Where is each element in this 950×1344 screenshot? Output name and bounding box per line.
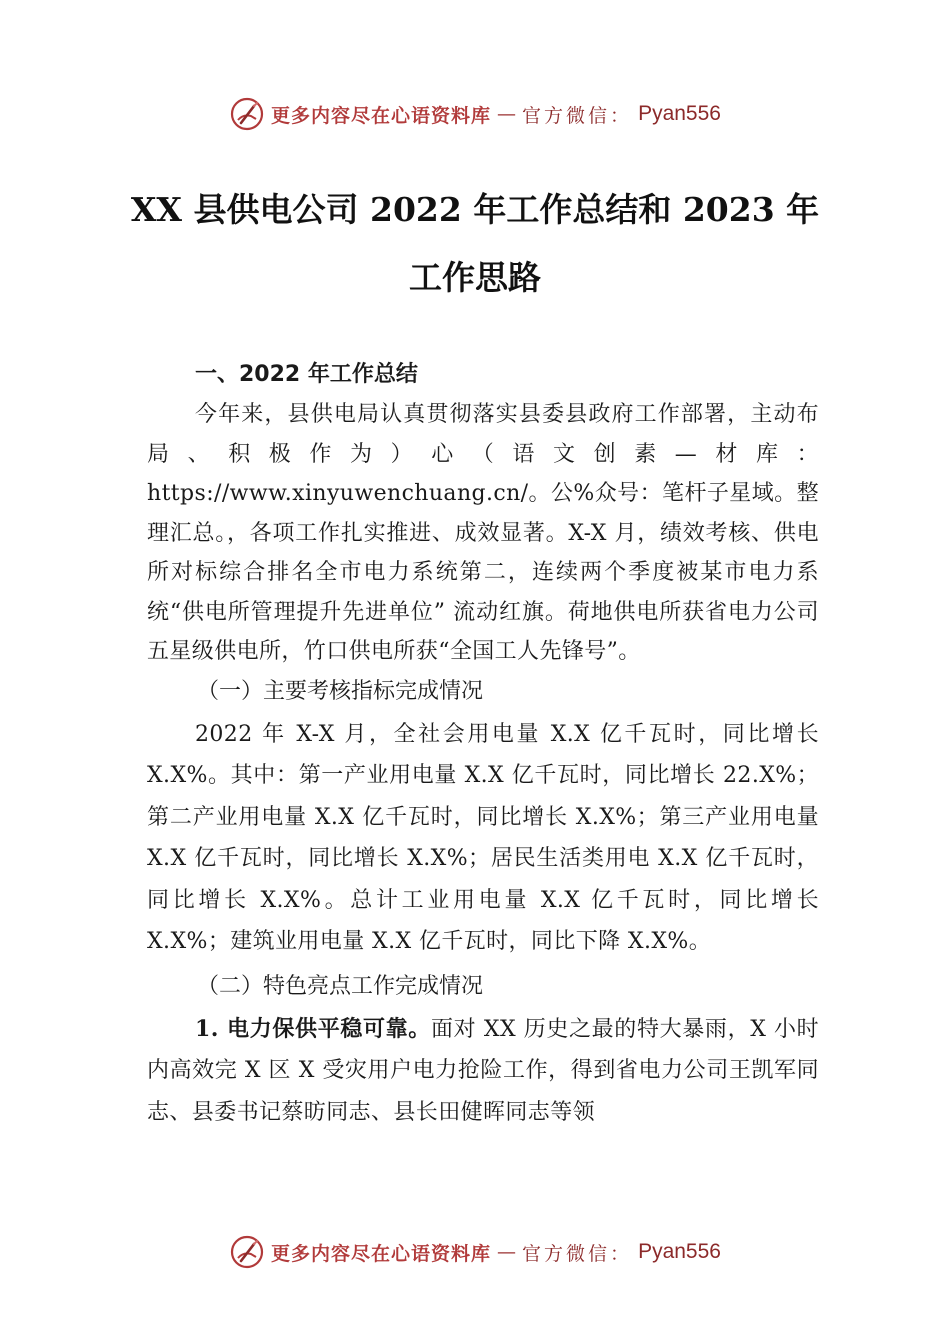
highlight-item-1 — [147, 1009, 819, 1134]
subsection-heading-1: （一）主要考核指标完成情况 — [197, 678, 484, 704]
highlight-item-1-body: 面对 XX 历史之最的特大暴雨，X 小时内高效完 X 区 X 受灾用户电力抢险工作，得到省电力公司王凯军同志、县委书记蔡昉同志、县长田健晖同志等领 — [147, 1016, 819, 1125]
banner-text: 更多内容尽在心语资料库 — [271, 104, 492, 127]
banner-wechat-id: Pyan556 — [638, 102, 721, 125]
book-pen-logo-icon — [229, 96, 265, 132]
banner-text: 更多内容尽在心语资料库 — [271, 1242, 492, 1265]
title-line-2: 工作思路 — [409, 258, 541, 297]
document-body — [147, 355, 819, 1133]
section-heading-1: 一、2022 年工作总结 — [195, 362, 418, 387]
document-title — [100, 176, 850, 312]
section-intro-paragraph: 今年来，县供电局认真贯彻落实县委县政府工作部署，主动布局、积极作为）心（语文创素—材库：https://www.xinyuwenchuang.cn/。公%众号：笔杆子星域。整理汇总。，各项工作扎实推进、成效显著。X-X 月，绩效考核、供电所对标综合排名全市电力系统第二，连续两个季度被某市电力系统“供电所管理提升先进单位” 流动红旗。荷地供电所获省电力公司五星级供电所，竹口供电所获“全国工人先锋号”。 — [147, 402, 819, 664]
book-pen-logo-icon — [229, 1234, 265, 1270]
banner-wechat-label: 官方微信： — [522, 104, 633, 127]
banner-wechat-label: 官方微信： — [522, 1242, 633, 1265]
banner-dash: — — [497, 103, 517, 125]
banner-dash: — — [497, 1241, 517, 1263]
title-line-1: XX 县供电公司 2022 年工作总结和 2023 年 — [130, 190, 820, 229]
banner-wechat-id: Pyan556 — [638, 1240, 721, 1263]
bottom-banner — [0, 1230, 950, 1274]
subsection-heading-2: （二）特色亮点工作完成情况 — [197, 973, 484, 999]
highlight-item-1-lead: 1. 电力保供平稳可靠。 — [195, 1015, 431, 1042]
indicators-paragraph: 2022 年 X-X 月，全社会用电量 X.X 亿千瓦时，同比增长 X.X%。其中：第一产业用电量 X.X 亿千瓦时，同比增长 22.X%；第二产业用电量 X.X 亿千瓦时，同比增长 X.X%；第三产业用电量 X.X 亿千瓦时，同比增长 X.X%；居民生活类用电 X.X 亿千瓦时，同比增长 X.X%。总计工业用电量 X.X 亿千瓦时，同比增长 X.X%；建筑业用电量 X.X 亿千瓦时，同比下降 X.X%。 — [147, 721, 819, 954]
top-banner — [0, 92, 950, 136]
